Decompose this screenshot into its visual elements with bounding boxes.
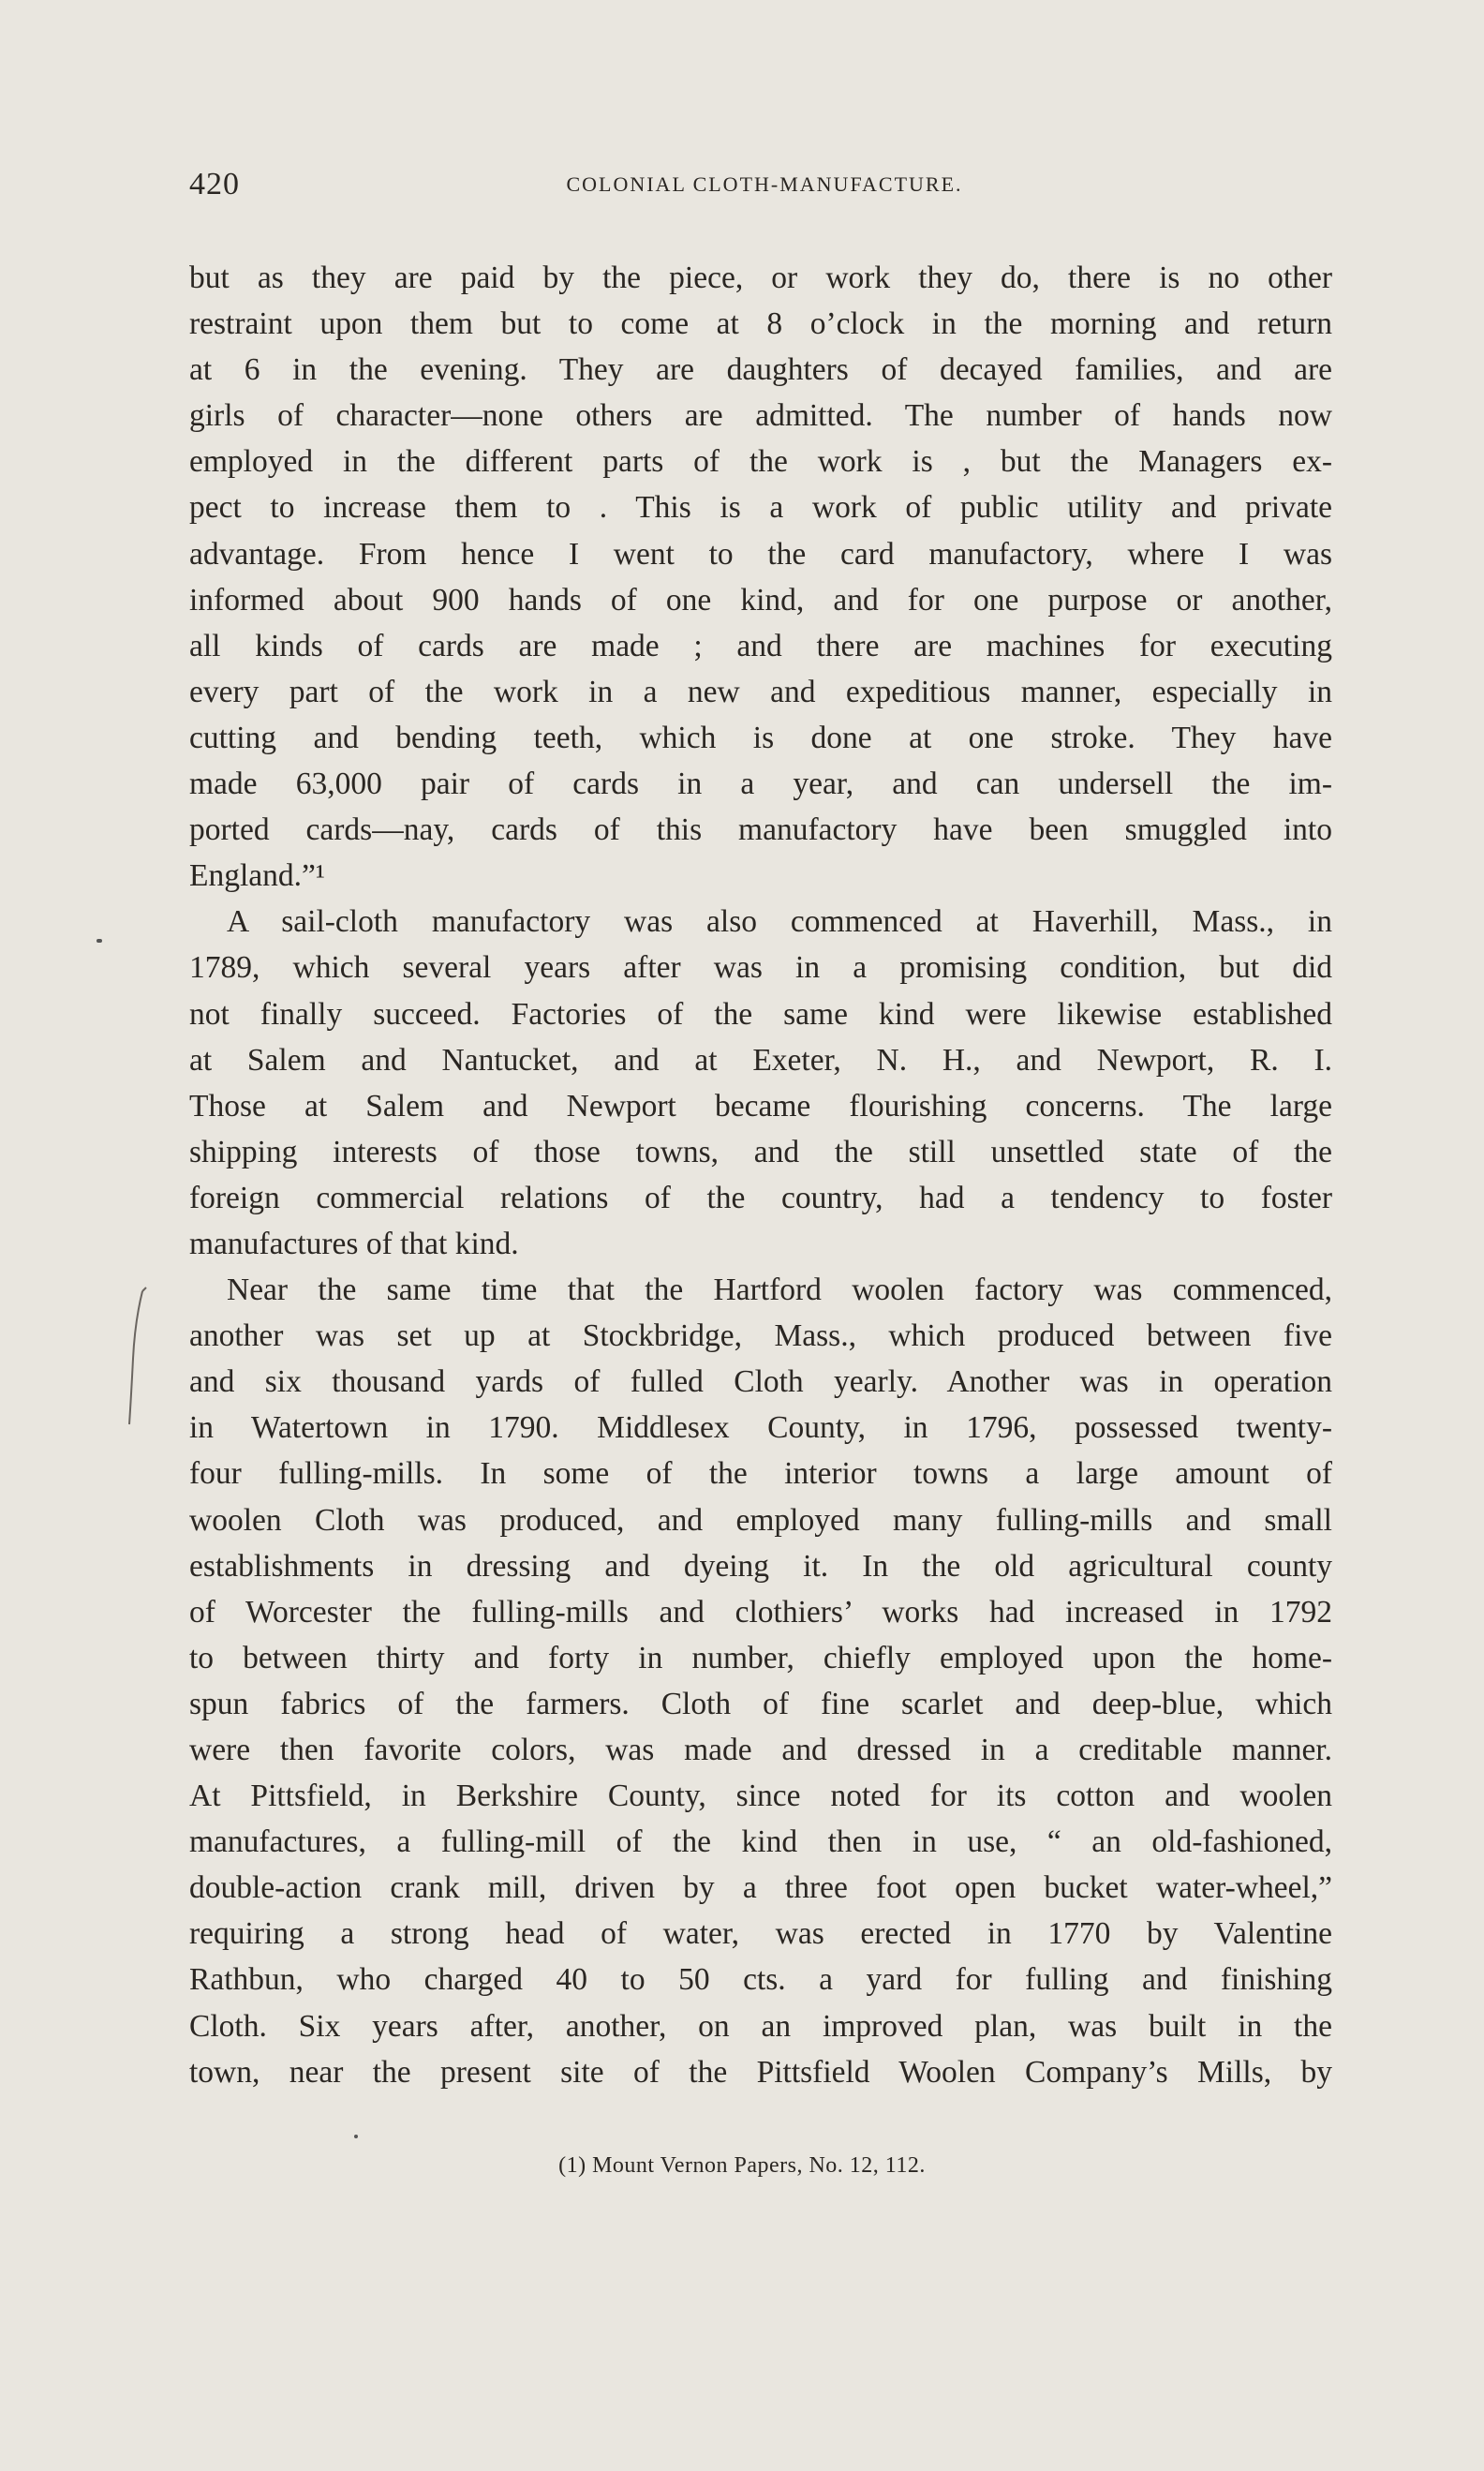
text-line: girls of character—none others are admitted. The number of hands now — [189, 398, 1332, 434]
text-line: establishments in dressing and dyeing it. In the old agricultural county — [189, 1548, 1332, 1584]
text-line: woolen Cloth was produced, and employed many fulling-mills and small — [189, 1502, 1332, 1538]
text-line: to between thirty and forty in number, chiefly employed upon the home- — [189, 1640, 1332, 1675]
text-line: spun fabrics of the farmers. Cloth of fine scarlet and deep-blue, which — [189, 1686, 1332, 1721]
margin-dot-mark — [96, 939, 102, 943]
text-line: manufactures, a fulling-mill of the kind then in use, “ an old-fashioned, — [189, 1824, 1332, 1860]
text-line: ported cards—nay, cards of this manufactory have been smuggled into — [189, 812, 1332, 848]
text-line: shipping interests of those towns, and the still unsettled state of the — [189, 1134, 1332, 1169]
text-line: 1789, which several years after was in a promising condition, but did — [189, 950, 1332, 986]
text-line: all kinds of cards are made ; and there are machines for executing — [189, 628, 1332, 663]
text-line: and six thousand yards of fulled Cloth yearly. Another was in operation — [189, 1364, 1332, 1400]
text-line: not finally succeed. Factories of the same kind were likewise established — [189, 996, 1332, 1032]
text-line: another was set up at Stockbridge, Mass., which produced between five — [189, 1318, 1332, 1354]
page-header — [189, 167, 1340, 214]
text-line: England.”¹ — [189, 858, 325, 894]
text-line: town, near the present site of the Pittsfield Woolen Company’s Mills, by — [189, 2054, 1332, 2090]
text-line: made 63,000 pair of cards in a year, and can undersell the im- — [189, 767, 1332, 802]
text-line: every part of the work in a new and expeditious manner, especially in — [189, 674, 1332, 709]
text-line: were then favorite colors, was made and dressed in a creditable manner. — [189, 1733, 1332, 1767]
text-line: cutting and bending teeth, which is done at one stroke. They have — [189, 720, 1332, 755]
text-line: Rathbun, who charged 40 to 50 cts. a yard for fulling and finishing — [189, 1962, 1332, 1998]
text-line: foreign commercial relations of the country, had a tendency to foster — [189, 1180, 1332, 1215]
text-line: Cloth. Six years after, another, on an improved plan, was built in the — [189, 2008, 1332, 2044]
footnote: (1) Mount Vernon Papers, No. 12, 112. — [558, 2153, 926, 2178]
text-line: in Watertown in 1790. Middlesex County, in 1796, possessed twenty- — [189, 1410, 1332, 1446]
body-text — [189, 255, 1332, 2095]
text-line: restraint upon them but to come at 8 o’clock in the morning and return — [189, 306, 1332, 342]
text-line: manufactures of that kind. — [189, 1226, 519, 1261]
margin-dot-mark — [354, 2135, 358, 2138]
text-line: double-action crank mill, driven by a three foot open bucket water-wheel,” — [189, 1870, 1332, 1906]
page-number: 420 — [189, 167, 240, 201]
text-line: pect to increase them to . This is a work of public utility and private — [189, 490, 1332, 526]
text-line: at Salem and Nantucket, and at Exeter, N. H., and Newport, R. I. — [189, 1042, 1332, 1078]
text-line: A sail-cloth manufactory was also commenced at Haverhill, Mass., in — [227, 904, 1332, 940]
text-line: advantage. From hence I went to the card manufactory, where I was — [189, 536, 1332, 572]
text-line: four fulling-mills. In some of the interior towns a large amount of — [189, 1456, 1332, 1492]
running-head: COLONIAL CLOTH-MANUFACTURE. — [566, 172, 963, 196]
text-line: informed about 900 hands of one kind, and for one purpose or another, — [189, 582, 1332, 618]
text-line: Near the same time that the Hartford woolen factory was commenced, — [227, 1273, 1332, 1308]
text-line: At Pittsfield, in Berkshire County, since noted for its cotton and woolen — [189, 1779, 1332, 1814]
text-line: at 6 in the evening. They are daughters of decayed families, and are — [189, 352, 1332, 388]
text-line: employed in the different parts of the work is , but the Managers ex- — [189, 444, 1332, 480]
margin-pencil-mark — [112, 1284, 150, 1434]
text-line: Those at Salem and Newport became flourishing concerns. The large — [189, 1088, 1332, 1124]
text-line: requiring a strong head of water, was erected in 1770 by Valentine — [189, 1916, 1332, 1952]
text-line: but as they are paid by the piece, or work they do, there is no other — [189, 260, 1332, 295]
text-line: of Worcester the fulling-mills and clothiers’ works had increased in 1792 — [189, 1594, 1332, 1630]
